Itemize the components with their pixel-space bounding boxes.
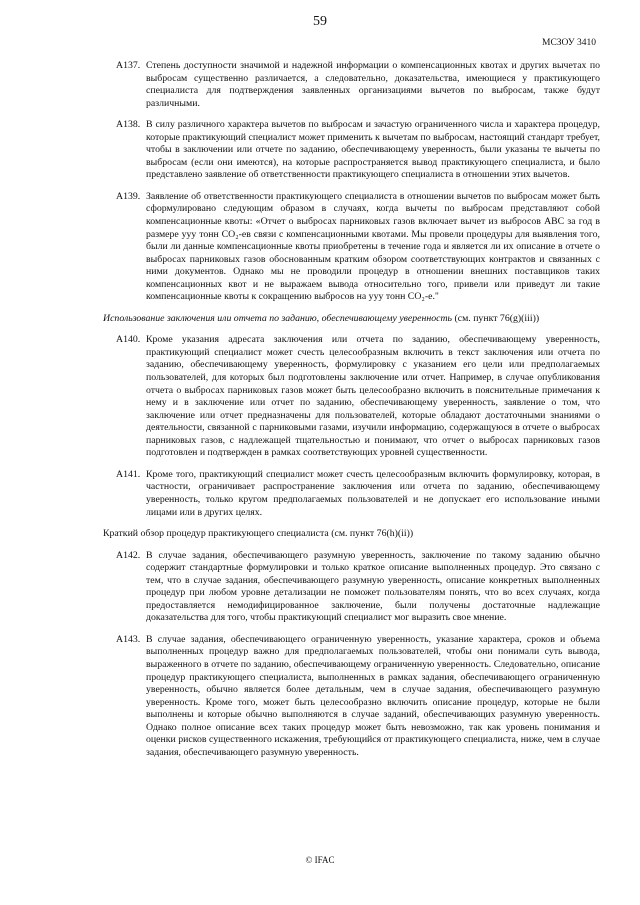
page-number: 59 [313, 14, 327, 29]
paragraph-a140 [116, 334, 600, 459]
paragraph-number: A139. [116, 190, 141, 202]
paragraph-a137 [116, 60, 600, 110]
paragraph-a143 [116, 634, 600, 759]
paragraph-text: В случае задания, обеспечивающего ограниченную уверенность, указание характера, сроков и объема выполненных процедур важно для предполагаемых пользователей, чтобы они понимали суть вывода, выраженного в отчете по заданию, обеспечивающему ограниченную уверенность. Следовательно, описание процедур практикующего специалиста, выполненных в рамках задания, обеспечивающего ограниченную уверенность, обычно является более детальным, чем в случае задания, обеспечивающего разумную уверенность. Кроме того, может быть целесообразно включить описание процедур, которые не были выполнены и которые обычно выполняются в случае заданий, обеспечивающих разумную уверенность. Однако полное описание всех таких процедур может быть невозможно, так как уровень понимания и оценки рисков существенного искажения, требующийся от практикующего специалиста, ниже, чем в случае задания, обеспечивающего разумную уверенность. [146, 633, 600, 758]
paragraph-number: A140. [116, 334, 141, 346]
paragraph-text: В случае задания, обеспечивающего разумную уверенность, заключение по такому заданию обычно содержит стандартные формулировки и только краткое описание выполненных процедур. Это связано с тем, что в случае задания, обеспечивающего разумную уверенность, описание конкретных выполненных процедур при любом уровне детализации не поможет пользователям понять, что во всех случаях, когда предоставляется немодифицированное заключение, были получены достаточные надлежащие доказательства для того, чтобы практикующий специалист мог выразить свое мнение. [146, 549, 600, 624]
paragraph-a138 [116, 119, 600, 182]
paragraph-number: A138. [116, 119, 141, 131]
paragraph-a141 [116, 469, 600, 519]
section-heading-procedures-summary [103, 528, 600, 541]
paragraph-number: A143. [116, 633, 141, 645]
section-heading-title: Использование заключения или отчета по заданию, обеспечивающему уверенность [103, 312, 453, 324]
paragraph-text: Кроме указания адресата заключения или отчета по заданию, обеспечивающему уверенность, практикующий специалист может счесть целесообразным включить в текст заключения или отчета по заданию, обеспечивающему уверенность, формулировку с указанием его цели или предполагаемых пользователей, для которых был подготовлены заключение или отчет. Например, в случае опубликования отчета о выбросах парниковых газов может быть целесообразно включить в пояснительные примечания к нему и в заключение или отчет по заданию, обеспечивающему уверенность, заявление о том, что заключение или отчет предназначены для пользователей, которые обладают достаточными знаниями о деятельности, связанной с парниковыми газами, изучили информацию, содержащуюся в отчете о выбросах парниковых газов, с надлежащей тщательностью и понимают, что отчет о выбросах парниковых газов подготовлен и подтвержден в рамках соответствующих уровней существенности. [146, 334, 600, 459]
paragraph-number: A141. [116, 468, 141, 480]
copyright-footer: © IFAC [305, 855, 335, 865]
document-code: МСЗОУ 3410 [542, 38, 596, 48]
paragraph-number: A142. [116, 549, 141, 561]
paragraph-text: Заявление об ответственности практикующего специалиста в отношении вычетов по выбросам может быть сформулировано следующим образом в случаях, когда вычеты по выбросам представляют собой компенсационные квоты: «Отчет о выбросах парниковых газов включает вычет из выбросов ABC за год в размере yyy тонн CO₂-ев связи с компенсационными квотами. Мы провели процедуры для выявления того, были ли данные компенсационные квоты приобретены в течение года и является ли их описание в отчете о выбросах парниковых газов обоснованным кратким обзором соответствующих контрактов и связанных с ними документов. Однако мы не проводили процедур в отношении внешних поставщиков таких компенсационных квот и не выражаем вывода относительно того, привели или приведут ли такие компенсационные квоты к сокращению выбросов на yyy тонн CO₂-е." [146, 190, 600, 303]
paragraph-a142 [116, 550, 600, 625]
paragraph-text: Степень доступности значимой и надежной информации о компенсационных квотах и других вычетах по выбросам существенно различается, а следовательно, доказательства, имеющиеся у практикующего специалиста для подтверждения заявленных организациями вычетов по выбросам, также будут различными. [146, 60, 600, 109]
section-heading-reference: (см. пункт 76(g)(iii)) [452, 312, 540, 324]
paragraph-text: В силу различного характера вычетов по выбросам и зачастую ограниченного числа и характера процедур, которые практикующий специалист может применить к вычетам по выбросам, настоящий стандарт требует, чтобы в заключении или отчете по заданию, обеспечивающему уверенность, были указаны те вычеты по выбросам (если они имеются), на которые распространяется вывод практикующего специалиста, и было представлено заявление об ответственности практикующего специалиста в отношении этих вычетов. [146, 119, 600, 181]
paragraph-text: Кроме того, практикующий специалист может счесть целесообразным включить формулировку, которая, в частности, ограничивает распространение заключения или отчета по заданию, обеспечивающему уверенность, только кругом предполагаемых пользователей и не допускает его использование иными лицами или в других целях. [146, 468, 600, 518]
paragraph-a139 [116, 191, 600, 304]
section-heading-report-use [103, 313, 600, 326]
page-content [103, 60, 600, 768]
section-heading-title: Краткий обзор процедур практикующего специалиста (см. пункт 76(h)(ii)) [103, 528, 414, 540]
paragraph-number: A137. [116, 60, 141, 71]
